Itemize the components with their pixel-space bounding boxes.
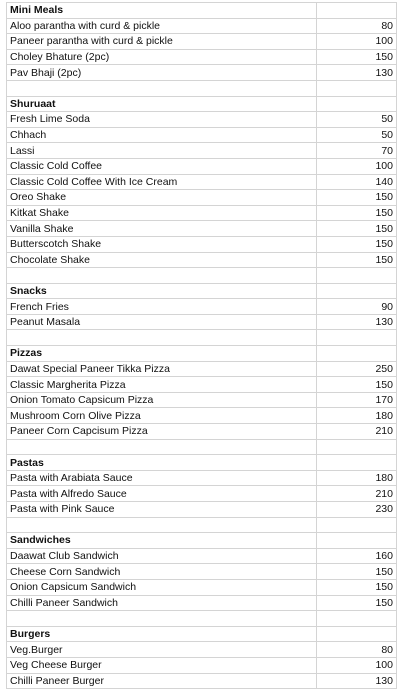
item-name: Butterscotch Shake <box>7 236 317 252</box>
empty-cell <box>317 346 397 362</box>
item-price: 50 <box>317 112 397 128</box>
item-price: 150 <box>317 190 397 206</box>
item-name: Fresh Lime Soda <box>7 112 317 128</box>
empty-cell <box>7 80 317 96</box>
item-price: 100 <box>317 34 397 50</box>
menu-item-row <box>7 486 397 502</box>
item-price: 210 <box>317 486 397 502</box>
item-price: 250 <box>317 361 397 377</box>
empty-cell <box>317 330 397 346</box>
empty-cell <box>317 3 397 19</box>
item-price: 150 <box>317 252 397 268</box>
menu-item-row <box>7 595 397 611</box>
item-price: 130 <box>317 314 397 330</box>
item-name: Mushroom Corn Olive Pizza <box>7 408 317 424</box>
menu-item-row <box>7 252 397 268</box>
item-price: 150 <box>317 595 397 611</box>
section-title: Burgers <box>7 626 317 642</box>
item-price: 160 <box>317 548 397 564</box>
empty-cell <box>317 439 397 455</box>
item-name: Peanut Masala <box>7 314 317 330</box>
item-price: 150 <box>317 221 397 237</box>
item-price: 130 <box>317 65 397 81</box>
item-name: Chilli Paneer Sandwich <box>7 595 317 611</box>
item-name: Pav Bhaji (2pc) <box>7 65 317 81</box>
item-name: Chhach <box>7 127 317 143</box>
item-price: 180 <box>317 408 397 424</box>
spacer-row <box>7 268 397 284</box>
item-name: Classic Cold Coffee With Ice Cream <box>7 174 317 190</box>
item-price: 180 <box>317 470 397 486</box>
item-name: Veg.Burger <box>7 642 317 658</box>
item-name: Daawat Club Sandwich <box>7 548 317 564</box>
item-price: 100 <box>317 657 397 673</box>
empty-cell <box>317 268 397 284</box>
section-title: Sandwiches <box>7 533 317 549</box>
menu-item-row <box>7 65 397 81</box>
spacer-row <box>7 517 397 533</box>
item-price: 150 <box>317 49 397 65</box>
item-price: 150 <box>317 377 397 393</box>
section-title: Pastas <box>7 455 317 471</box>
menu-item-row <box>7 657 397 673</box>
item-price: 170 <box>317 392 397 408</box>
item-price: 140 <box>317 174 397 190</box>
item-name: Dawat Special Paneer Tikka Pizza <box>7 361 317 377</box>
item-name: Classic Cold Coffee <box>7 158 317 174</box>
item-name: Choley Bhature (2pc) <box>7 49 317 65</box>
menu-item-row <box>7 377 397 393</box>
empty-cell <box>317 533 397 549</box>
menu-item-row <box>7 424 397 440</box>
section-title: Mini Meals <box>7 3 317 19</box>
item-name: Pasta with Pink Sauce <box>7 502 317 518</box>
empty-cell <box>7 517 317 533</box>
empty-cell <box>317 611 397 627</box>
menu-item-row <box>7 205 397 221</box>
menu-item-row <box>7 18 397 34</box>
menu-item-row <box>7 299 397 315</box>
section-header-row <box>7 346 397 362</box>
item-price: 70 <box>317 143 397 159</box>
item-name: Lassi <box>7 143 317 159</box>
empty-cell <box>317 455 397 471</box>
menu-item-row <box>7 579 397 595</box>
item-name: Kitkat Shake <box>7 205 317 221</box>
menu-item-row <box>7 143 397 159</box>
empty-cell <box>317 283 397 299</box>
item-price: 210 <box>317 424 397 440</box>
section-header-row <box>7 533 397 549</box>
item-name: Chilli Paneer Burger <box>7 673 317 689</box>
item-price: 150 <box>317 564 397 580</box>
menu-table <box>6 2 397 689</box>
empty-cell <box>317 517 397 533</box>
menu-item-row <box>7 673 397 689</box>
empty-cell <box>7 439 317 455</box>
item-name: Pasta with Arabiata Sauce <box>7 470 317 486</box>
menu-item-row <box>7 174 397 190</box>
item-price: 80 <box>317 18 397 34</box>
section-header-row <box>7 283 397 299</box>
menu-item-row <box>7 49 397 65</box>
item-name: Paneer Corn Capcisum Pizza <box>7 424 317 440</box>
empty-cell <box>7 330 317 346</box>
spacer-row <box>7 439 397 455</box>
item-name: Aloo parantha with curd & pickle <box>7 18 317 34</box>
spacer-row <box>7 80 397 96</box>
menu-item-row <box>7 548 397 564</box>
section-header-row <box>7 626 397 642</box>
item-name: Onion Capsicum Sandwich <box>7 579 317 595</box>
empty-cell <box>317 80 397 96</box>
item-name: Vanilla Shake <box>7 221 317 237</box>
menu-item-row <box>7 314 397 330</box>
menu-item-row <box>7 564 397 580</box>
empty-cell <box>317 96 397 112</box>
item-price: 80 <box>317 642 397 658</box>
section-title: Snacks <box>7 283 317 299</box>
menu-item-row <box>7 127 397 143</box>
item-name: Oreo Shake <box>7 190 317 206</box>
empty-cell <box>7 611 317 627</box>
item-price: 50 <box>317 127 397 143</box>
menu-table-body <box>7 3 397 689</box>
item-price: 230 <box>317 502 397 518</box>
item-name: Paneer parantha with curd & pickle <box>7 34 317 50</box>
section-title: Shuruaat <box>7 96 317 112</box>
section-header-row <box>7 455 397 471</box>
menu-item-row <box>7 34 397 50</box>
spacer-row <box>7 330 397 346</box>
menu-item-row <box>7 502 397 518</box>
menu-item-row <box>7 392 397 408</box>
menu-item-row <box>7 361 397 377</box>
item-name: Cheese Corn Sandwich <box>7 564 317 580</box>
menu-item-row <box>7 190 397 206</box>
item-name: Pasta with Alfredo Sauce <box>7 486 317 502</box>
item-price: 100 <box>317 158 397 174</box>
empty-cell <box>7 268 317 284</box>
section-title: Pizzas <box>7 346 317 362</box>
section-header-row <box>7 96 397 112</box>
item-price: 130 <box>317 673 397 689</box>
menu-item-row <box>7 221 397 237</box>
menu-item-row <box>7 470 397 486</box>
menu-item-row <box>7 158 397 174</box>
menu-item-row <box>7 236 397 252</box>
section-header-row <box>7 3 397 19</box>
item-price: 150 <box>317 579 397 595</box>
item-price: 150 <box>317 205 397 221</box>
item-name: Veg Cheese Burger <box>7 657 317 673</box>
empty-cell <box>317 626 397 642</box>
item-price: 150 <box>317 236 397 252</box>
menu-item-row <box>7 408 397 424</box>
menu-item-row <box>7 642 397 658</box>
item-name: French Fries <box>7 299 317 315</box>
menu-item-row <box>7 112 397 128</box>
item-name: Chocolate Shake <box>7 252 317 268</box>
item-price: 90 <box>317 299 397 315</box>
item-name: Onion Tomato Capsicum Pizza <box>7 392 317 408</box>
spacer-row <box>7 611 397 627</box>
item-name: Classic Margherita Pizza <box>7 377 317 393</box>
